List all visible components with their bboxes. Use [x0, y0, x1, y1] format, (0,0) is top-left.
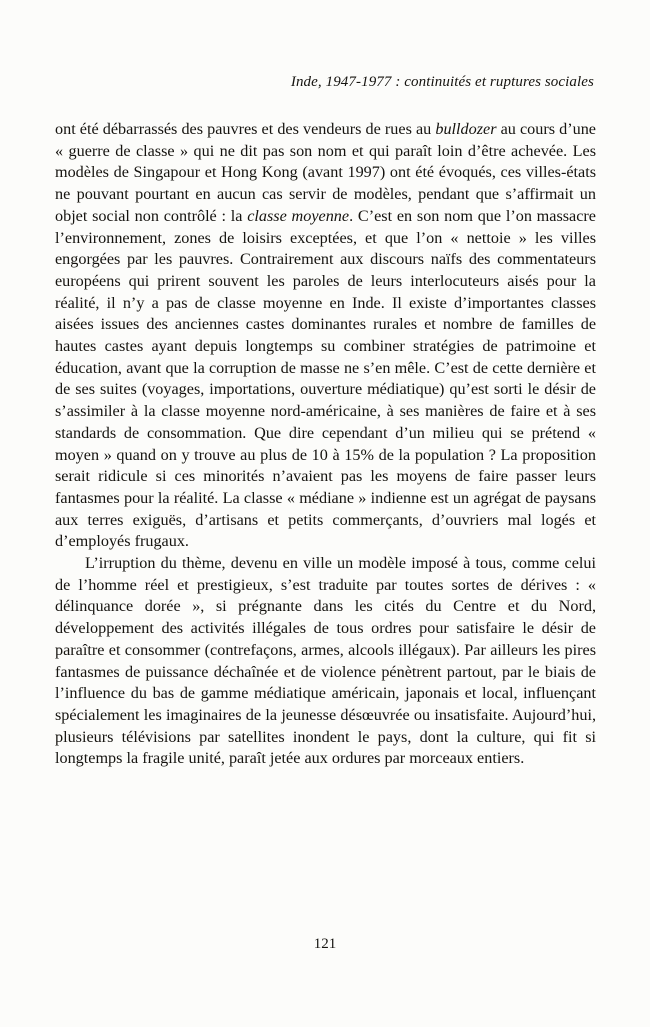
paragraph-2: [55, 553, 596, 770]
text-run: au cours d’une « guerre de classe » qui ne dit pas son nom et qui paraît loin d’être achevée. Les modèles de Singapour et Hong Kong (avant 1997) ont été évoqués, ces villes-états ne pouvant pourtant en aucun cas servir de modèles, pendant que s’affirmait un objet social non contrôlé : la: [55, 120, 596, 225]
text-run: L’irruption du thème, devenu en ville un modèle imposé à tous, comme celui de l’homme réel et prestigieux, s’est traduite par toutes sortes de dérives : « délinquance dorée », si prégnante dans les cités du Centre et du Nord, développement des activités illégales de tous ordres pour satisfaire le désir de paraître et consommer (contrefaçons, armes, alcools illégaux). Par ailleurs les pires fantasmes de puissance déchaînée et de violence pénètrent partout, par le biais de l’influence du bas de gamme médiatique américain, japonais et local, influençant spécialement les imaginaires de la jeunesse désœuvrée ou insatisfaite. Aujourd’hui, plusieurs télévisions par satellites inondent le pays, dont la culture, qui fit si longtemps la fragile unité, paraît jetée aux ordures par morceaux entiers.: [55, 554, 596, 768]
text-run: . C’est en son nom que l’on massacre l’environnement, zones de loisirs exceptées, et que l’on « nettoie » les villes engorgées par les pauvres. Contrairement aux discours naïfs des commentateurs européens qui prirent souvent les paroles de leurs interlocuteurs aisés pour la réalité, il n’y a pas de classe moyenne en Inde. Il existe d’importantes classes aisées issues des anciennes castes dominantes rurales et nombre de familles de hautes castes ayant depuis longtemps su combiner stratégies de patrimoine et éducation, avant que la corruption de masse ne s’en mêle. C’est de cette dernière et de ses suites (voyages, importations, ouverture médiatique) qu’est sorti le désir de s’assimiler à la classe moyenne nord-américaine, à ses manières de faire et à ses standards de consommation. Que dire cependant d’un milieu qui se prétend « moyen » quand on y trouve au plus de 10 à 15% de la population ? La proposition serait ridicule si ces minorités n’avaient pas les moyens de faire passer leurs fantasmes pour la réalité. La classe « médiane » indienne est un agrégat de paysans aux terres exiguës, d’artisans et petits commerçants, d’ouvriers mal logés et d’employés frugaux.: [55, 206, 596, 551]
running-header: Inde, 1947-1977 : continuités et ruptures sociales: [290, 74, 594, 90]
page-number: 121: [313, 936, 337, 952]
italic-term-classe-moyenne: classe moyenne: [247, 206, 350, 225]
paragraph-1: [55, 119, 596, 553]
text-run: ont été débarrassés des pauvres et des vendeurs de rues au: [55, 120, 436, 138]
italic-term-bulldozer: bulldozer: [435, 120, 497, 138]
page-body: [55, 119, 596, 770]
